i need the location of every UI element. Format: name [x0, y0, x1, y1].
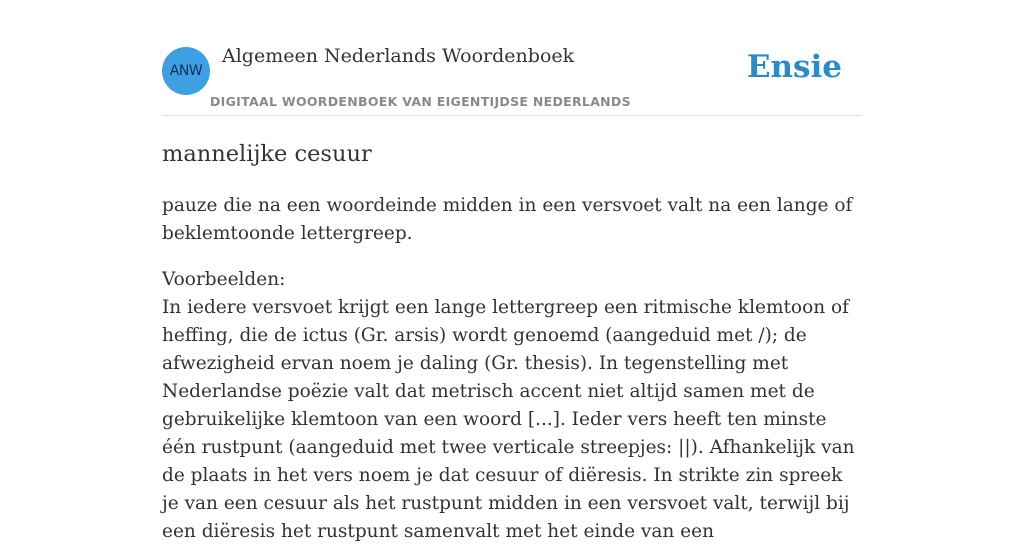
site-title[interactable]: Algemeen Nederlands Woordenboek [222, 45, 575, 67]
site-subtitle: DIGITAAL WOORDENBOEK VAN EIGENTIJDSE NEDERLANDS [210, 94, 631, 109]
examples-label: Voorbeelden: [162, 269, 286, 290]
entry-definition: pauze die na een woordeinde midden in een versvoet valt na een lange of beklemtoonde lettergreep. [162, 195, 853, 244]
example-text: In iedere versvoet krijgt een lange lettergreep een ritmische klemtoon of heffing, die de ictus (Gr. arsis) wordt genoemd (aangeduid met /); de afwezigheid ervan noem je daling (Gr. thesis). In tegenstelling met Nederlandse poëzie valt dat metrisch accent niet altijd samen met de gebruikelijke klemtoon van een woord [...]. Ieder vers heeft ten minste één rustpunt (aangeduid met twee verticale streepjes: ||). Afhankelijk van de plaats in het vers noem je dat cesuur of diëresis. In strikte zin spreek je van een cesuur als het rustpunt midden in een versvoet valt, terwijl bij een diëresis het rustpunt samenvalt met het einde van een [162, 297, 855, 542]
entry-content [162, 138, 862, 546]
site-header [162, 0, 862, 116]
ensie-logo[interactable]: Ensie [746, 49, 842, 85]
anw-logo[interactable]: ANW [162, 47, 210, 95]
entry-term: mannelijke cesuur [162, 141, 372, 167]
